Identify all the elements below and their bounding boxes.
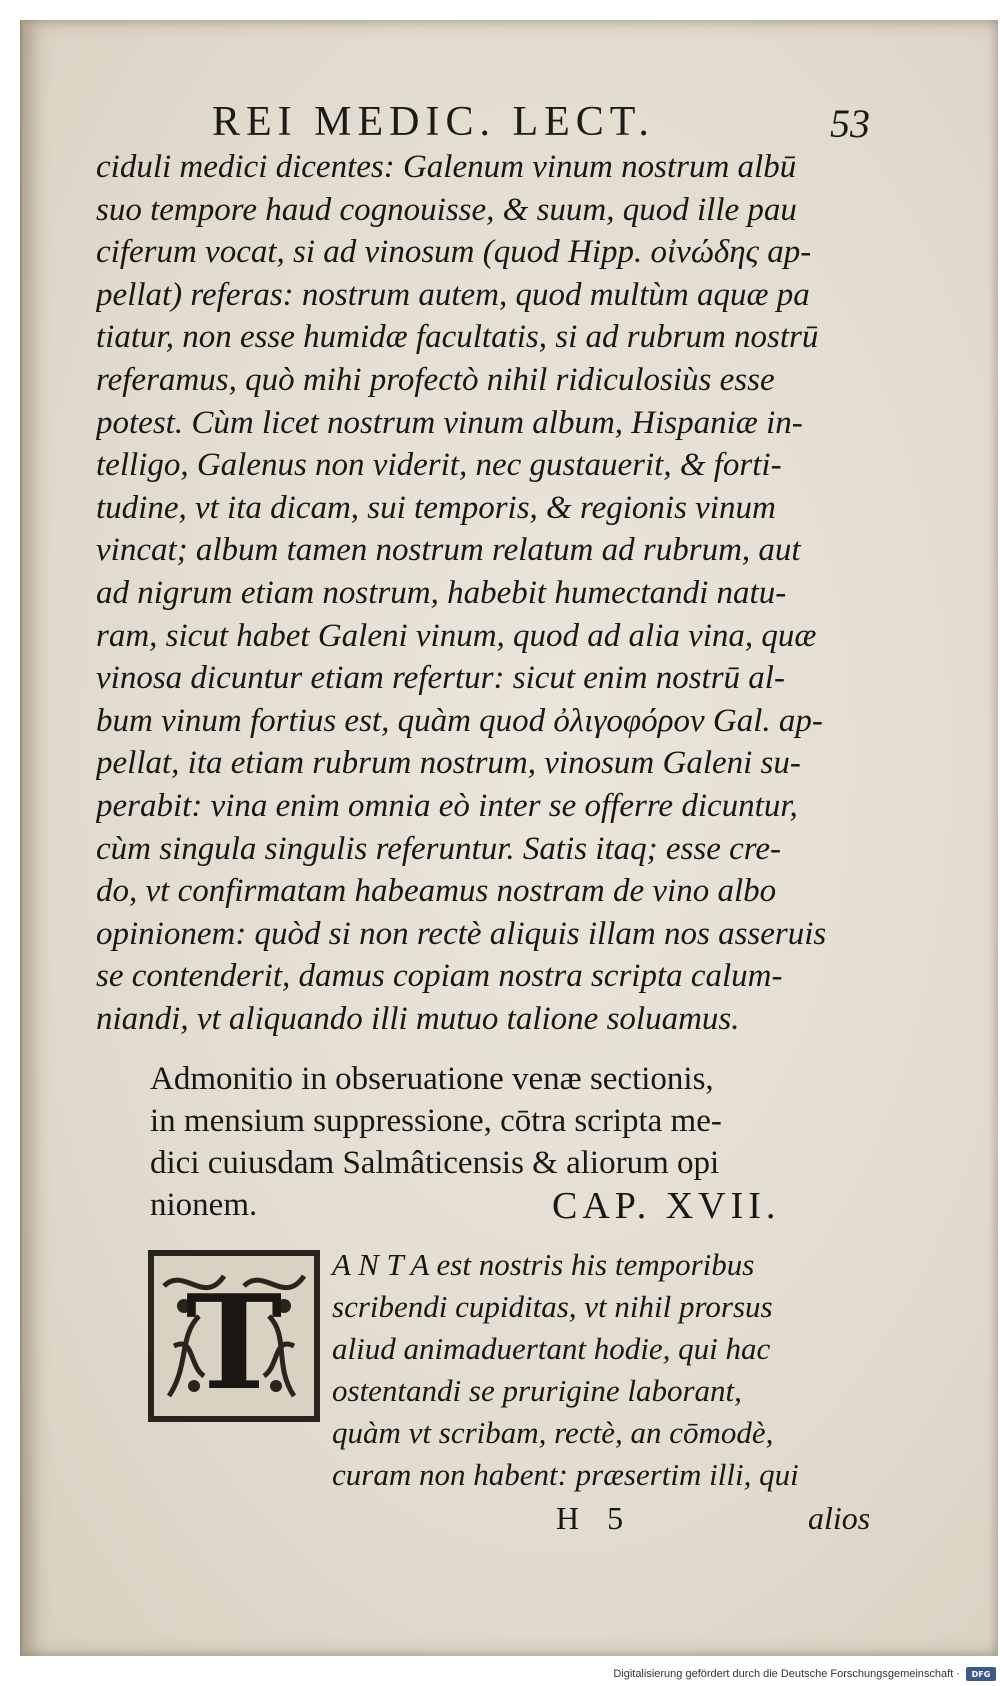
text-line: perabit: vina enim omnia eò inter se offerre dicuntur,	[96, 787, 798, 824]
text-line: pellat) referas: nostrum autem, quod multùm aquæ pa	[96, 276, 810, 313]
text-line: tiatur, non esse humidæ facultatis, si ad rubrum nostrū	[96, 319, 819, 356]
text-line: niandi, vt aliquando illi mutuo talione soluamus.	[96, 1000, 740, 1037]
text-line: aliud animaduertant hodie, qui hac	[332, 1331, 771, 1366]
text-line: A N T A est nostris his temporibus	[332, 1247, 755, 1282]
text-line: ciferum vocat, si ad vinosum (quod Hipp. οἰνώδης ap-	[96, 234, 812, 271]
running-head: REI MEDIC. LECT.	[212, 99, 655, 145]
text-line: ostentandi se prurigine laborant,	[332, 1373, 742, 1408]
decorated-initial-icon	[144, 1246, 324, 1426]
chapter-number: CAP. XVII.	[552, 1185, 781, 1227]
heading-line: nionem.	[150, 1187, 258, 1223]
chapter-text	[332, 1244, 872, 1496]
text-line: opinionem: quòd si non rectè aliquis illam nos asseruis	[96, 915, 827, 952]
text-line: ad nigrum etiam nostrum, habebit humectandi natu-	[96, 574, 787, 611]
book-page	[20, 20, 998, 1656]
text-line: referamus, quò mihi profectò nihil ridiculosiùs esse	[96, 361, 775, 398]
text-line: telligo, Galenus non viderit, nec gustauerit, & forti-	[96, 447, 782, 484]
footer-credit: Digitalisierung gefördert durch die Deutsche Forschungsgemeinschaft ·	[613, 1668, 960, 1680]
dfg-logo-icon: DFG	[966, 1667, 996, 1681]
text-line: quàm vt scribam, rectè, an cōmodè,	[332, 1415, 774, 1450]
catchword: alios	[808, 1500, 871, 1536]
body-text	[96, 146, 868, 1040]
footer-bar	[0, 1662, 1000, 1686]
heading-line: dici cuiusdam Salmâticensis & aliorum opi	[150, 1145, 720, 1181]
text-line: scribendi cupiditas, vt nihil prorsus	[332, 1289, 773, 1324]
text-line: curam non habent: præsertim illi, qui	[332, 1457, 799, 1492]
text-line: bum vinum fortius est, quàm quod ὀλιγοφόρον Gal. ap-	[96, 702, 823, 739]
page-number: 53	[830, 101, 870, 146]
text-line: suo tempore haud cognouisse, & suum, quod ille pau	[96, 191, 797, 228]
signature-mark: H 5	[556, 1500, 634, 1536]
text-line: vincat; album tamen nostrum relatum ad rubrum, aut	[96, 532, 801, 569]
text-line: vinosa dicuntur etiam refertur: sicut enim nostrū al-	[96, 660, 785, 697]
heading-line: Admonitio in obseruatione venæ sectionis,	[150, 1061, 714, 1097]
text-line: cùm singula singulis referuntur. Satis itaq; esse cre-	[96, 830, 782, 867]
text-line: pellat, ita etiam rubrum nostrum, vinosum Galeni su-	[96, 745, 801, 782]
initial-letter: T	[185, 1266, 283, 1419]
text-line: do, vt confirmatam habeamus nostram de vino albo	[96, 873, 777, 910]
text-line: potest. Cùm licet nostrum vinum album, Hispaniæ in-	[96, 404, 803, 441]
text-line: se contenderit, damus copiam nostra scripta calum-	[96, 958, 783, 995]
text-line: ciduli medici dicentes: Galenum vinum nostrum albū	[96, 149, 797, 185]
heading-line: in mensium suppressione, cōtra scripta me-	[150, 1103, 722, 1139]
text-line: ram, sicut habet Galeni vinum, quod ad alia vina, quæ	[96, 617, 817, 654]
text-line: tudine, vt ita dicam, sui temporis, & regionis vinum	[96, 489, 776, 526]
